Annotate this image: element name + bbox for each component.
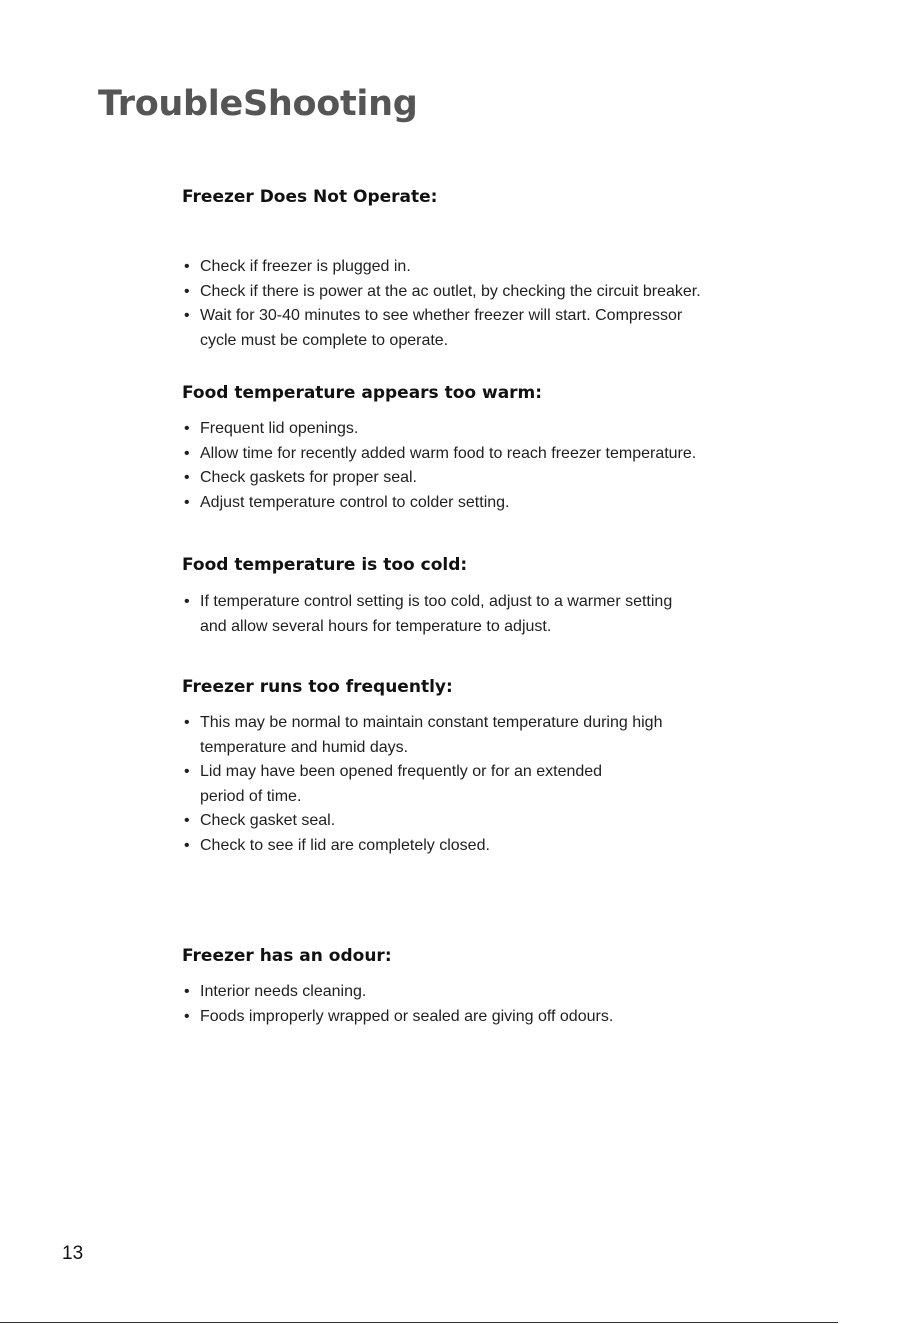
section-heading: Freezer has an odour: [182,946,392,966]
list-item [182,417,822,442]
section-heading: Freezer runs too frequently: [182,677,453,697]
bullet-icon: • [184,714,190,731]
bullet-list [182,417,822,515]
section-freezer-does-not-operate [182,185,822,353]
list-item [182,442,822,467]
bullet-icon: • [184,469,190,486]
list-item [182,280,822,305]
bullet-list [182,980,822,1029]
list-item-text: period of time. [200,787,302,805]
list-item-text: Wait for 30-40 minutes to see whether freezer will start. Compressor [200,307,683,324]
list-item-text: cycle must be complete to operate. [200,331,449,349]
list-item-text: Interior needs cleaning. [200,983,367,1000]
list-item-text: Foods improperly wrapped or sealed are giving off odours. [200,1007,614,1025]
section-runs-too-frequently [182,675,822,858]
list-item-text: Check gasket seal. [200,812,336,829]
section-food-too-cold [182,553,822,639]
list-item [182,255,822,280]
bullet-icon: • [184,282,190,300]
bullet-icon: • [184,444,190,462]
section-heading: Food temperature is too cold: [182,555,468,575]
bullet-icon: • [184,983,190,1000]
list-item [182,711,822,760]
bullet-list [182,711,822,858]
list-item-text: Lid may have been opened frequently or for an extended [200,763,603,780]
list-item [182,980,822,1005]
list-item [182,1005,822,1030]
section-heading: Freezer Does Not Operate: [182,187,438,207]
bullet-icon: • [184,593,190,610]
list-item [182,760,822,809]
list-item-text: Adjust temperature control to colder setting. [200,493,510,511]
list-item-text: and allow several hours for temperature to adjust. [200,617,552,635]
list-item-text: Check if freezer is plugged in. [200,258,411,275]
section-food-too-warm [182,381,822,515]
page-number: 13 [62,1243,84,1264]
page-title: TroubleShooting [98,84,418,124]
bullet-icon: • [184,493,190,511]
list-item-text: Allow time for recently added warm food to reach freezer temperature. [200,444,697,462]
list-item [182,466,822,491]
list-item-text: Frequent lid openings. [200,420,359,437]
bullet-icon: • [184,1007,190,1025]
bullet-icon: • [184,763,190,780]
list-item-text: Check if there is power at the ac outlet, by checking the circuit breaker. [200,282,701,300]
list-item [182,834,822,859]
bullet-icon: • [184,307,190,324]
list-item-text: Check gaskets for proper seal. [200,469,417,486]
bullet-icon: • [184,812,190,829]
bullet-list [182,255,822,353]
list-item [182,590,822,639]
bullet-icon: • [184,420,190,437]
list-item [182,304,822,353]
section-heading: Food temperature appears too warm: [182,383,543,403]
section-has-odour [182,944,822,1029]
list-item [182,809,822,834]
list-item-text: If temperature control setting is too cold, adjust to a warmer setting [200,593,673,610]
bullet-list [182,590,822,639]
page-bottom-rule [0,1322,838,1323]
list-item-text: This may be normal to maintain constant temperature during high [200,714,663,731]
bullet-icon: • [184,258,190,275]
list-item-text: temperature and humid days. [200,738,409,756]
list-item-text: Check to see if lid are completely closed. [200,836,490,854]
list-item [182,491,822,516]
bullet-icon: • [184,836,190,854]
